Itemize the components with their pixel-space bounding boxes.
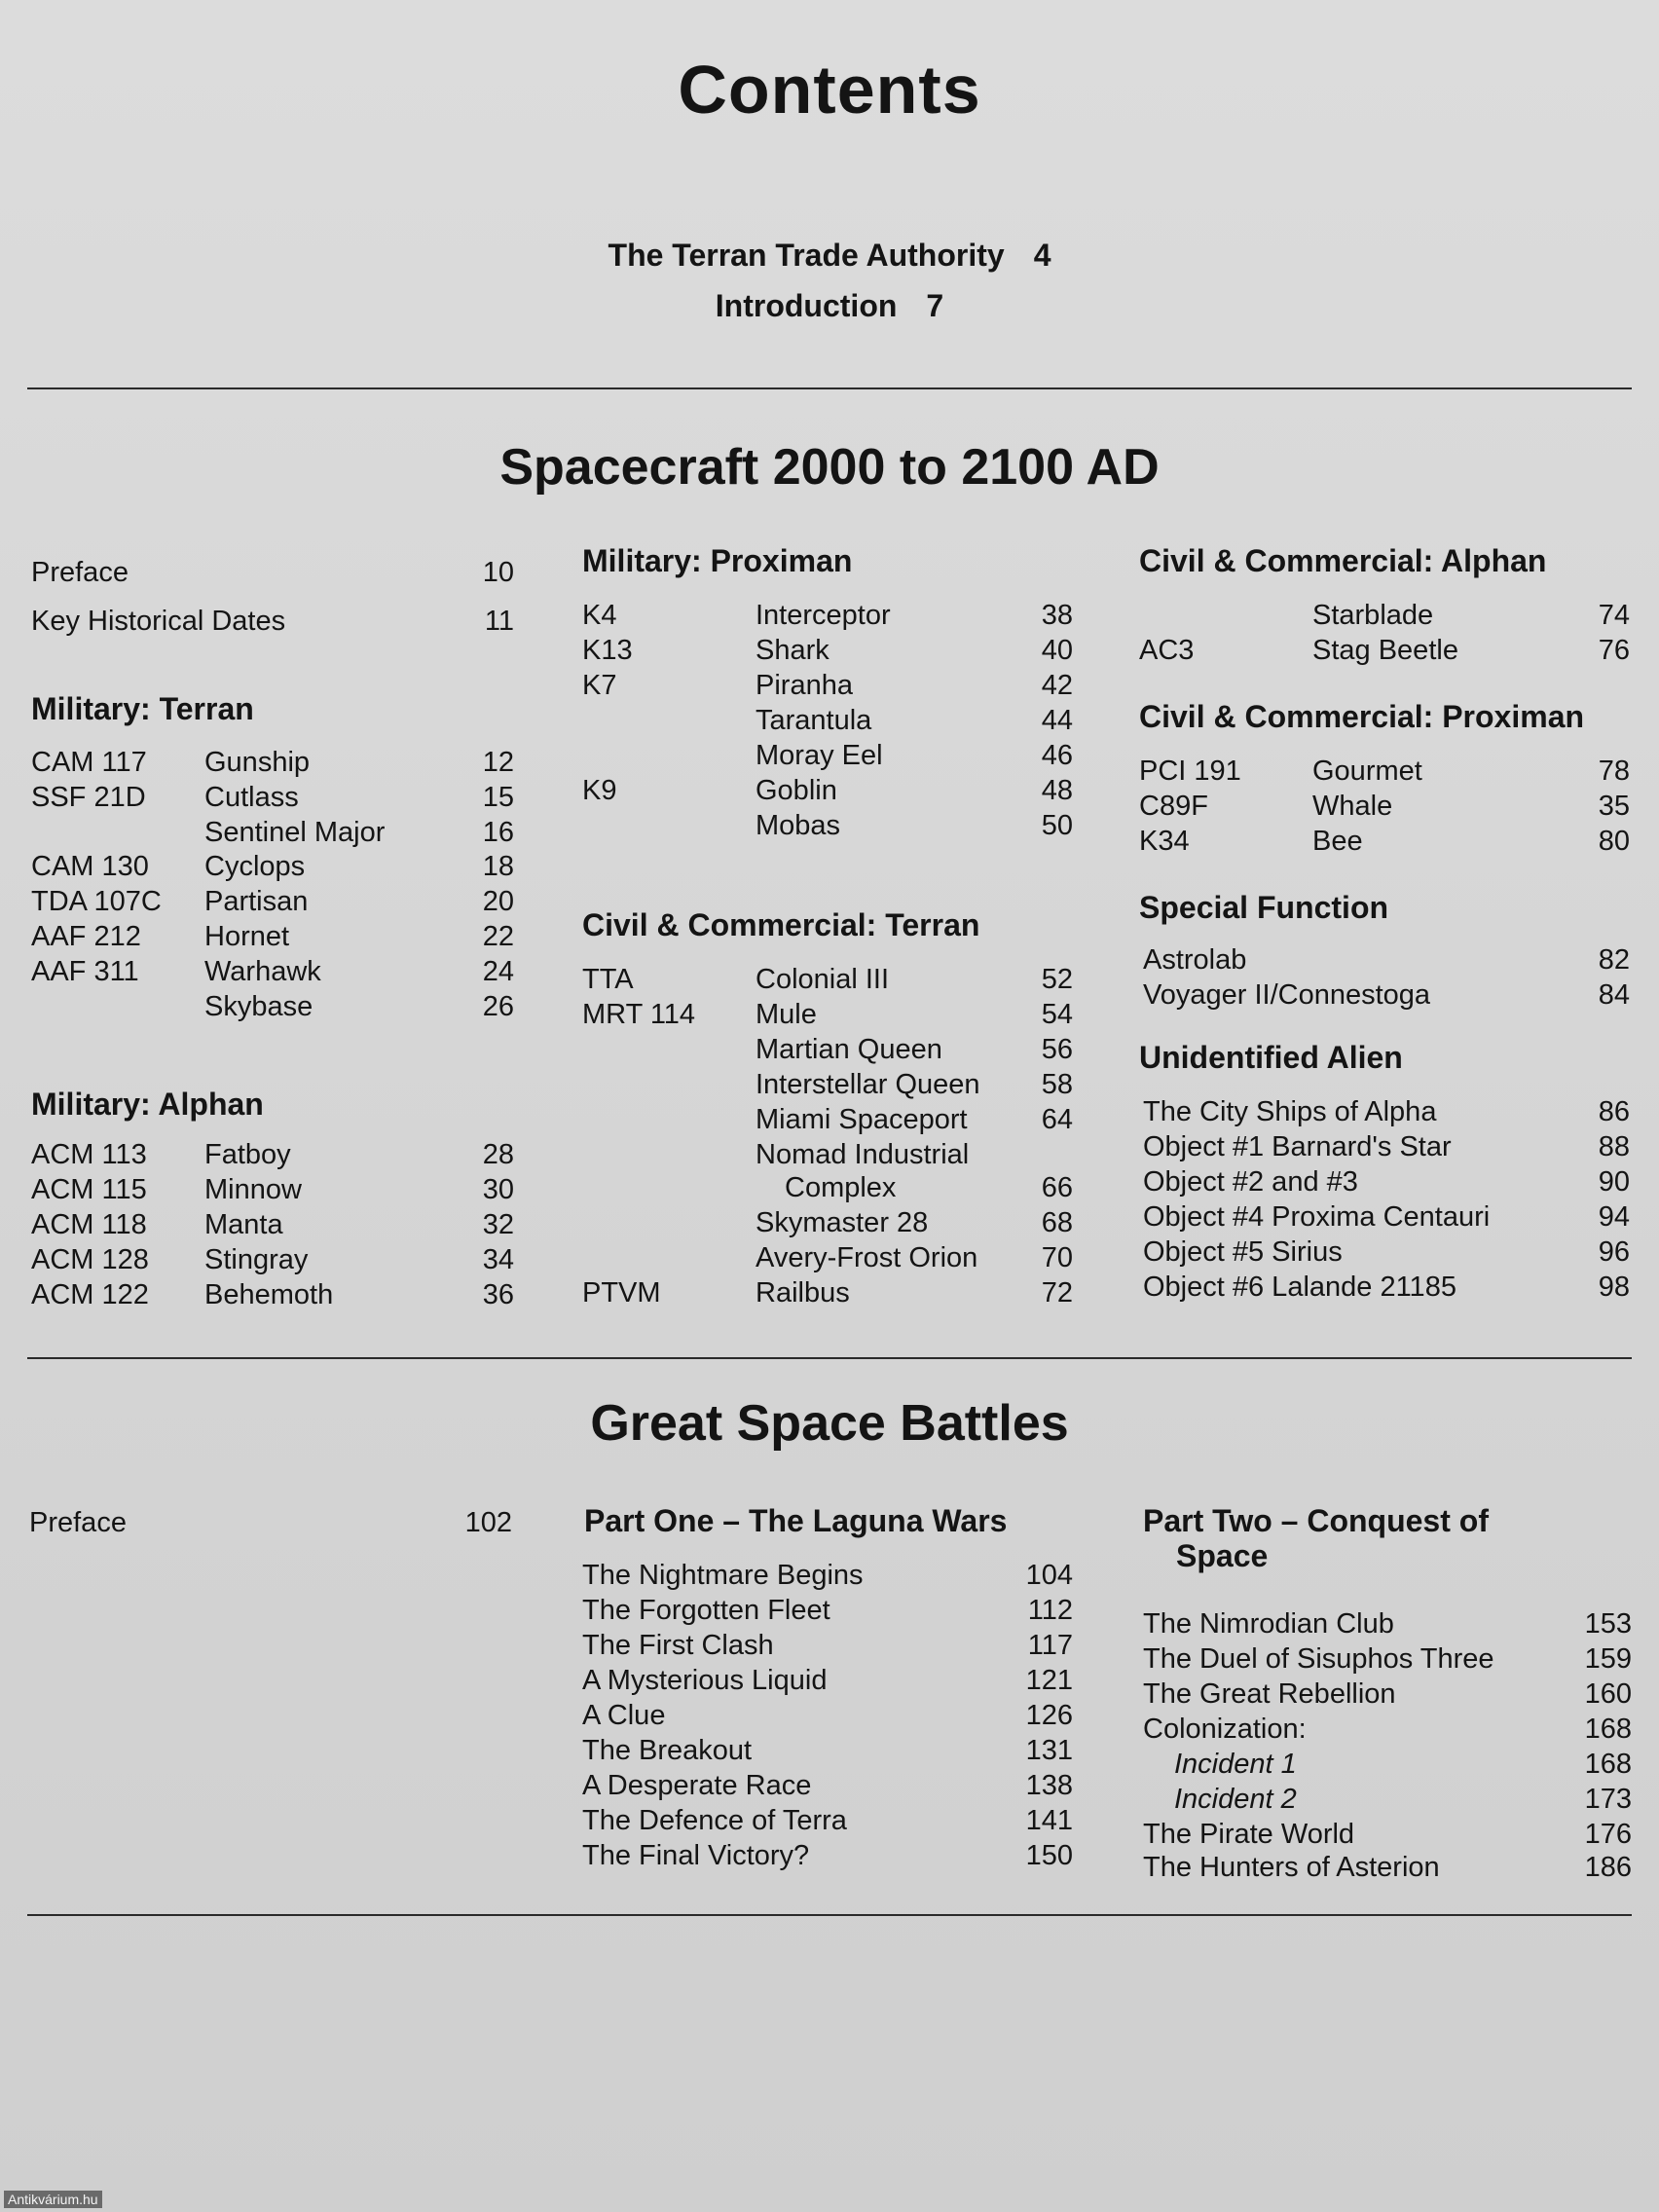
toc-heading: Special Function	[1139, 890, 1389, 925]
toc-entry	[31, 919, 514, 954]
toc-entry-name: The Forgotten Fleet	[582, 1595, 830, 1626]
toc-entry	[1139, 942, 1630, 977]
toc-entry-page: 168	[1584, 1714, 1632, 1745]
toc-entry-page: 58	[1041, 1069, 1073, 1100]
toc-entry-name: Bee	[1312, 826, 1363, 857]
toc-entry-page: 159	[1584, 1643, 1632, 1675]
toc-entry-name: The First Clash	[582, 1630, 774, 1661]
toc-entry-code: CAM 130	[31, 851, 149, 882]
toc-entry	[1139, 1235, 1630, 1270]
toc-entry-page: 32	[482, 1209, 514, 1240]
toc-entry-name: Key Historical Dates	[31, 606, 286, 637]
toc-entry-name: Miami Spaceport	[756, 1104, 968, 1135]
toc-entry-code: K4	[582, 600, 617, 631]
toc-entry	[31, 604, 514, 639]
toc-entry-code: ACM 118	[31, 1209, 147, 1240]
toc-entry-code: SSF 21D	[31, 782, 146, 813]
toc-entry-name: Avery-Frost Orion	[756, 1242, 978, 1273]
toc-entry-name: Mobas	[756, 810, 841, 841]
toc-entry-name: Manta	[204, 1209, 283, 1240]
toc-entry-page: 102	[464, 1507, 512, 1538]
toc-entry	[1143, 1782, 1632, 1817]
toc-entry-name: The Great Rebellion	[1143, 1678, 1396, 1710]
toc-entry-name: Incident 1	[1174, 1749, 1297, 1780]
toc-entry	[582, 1558, 1073, 1593]
toc-entry-name: The Nimrodian Club	[1143, 1608, 1394, 1640]
toc-entry-name: Preface	[29, 1507, 127, 1538]
toc-entry	[582, 1102, 1073, 1137]
toc-entry-page: 16	[482, 817, 514, 848]
toc-entry-name: A Clue	[582, 1700, 666, 1731]
toc-entry-code: C89F	[1139, 791, 1208, 822]
toc-entry-name: Fatboy	[204, 1139, 291, 1170]
toc-entry	[31, 1172, 514, 1207]
toc-entry-name: Sentinel Major	[204, 817, 386, 848]
toc-entry-page: 26	[482, 991, 514, 1022]
toc-entry-page: 64	[1041, 1104, 1073, 1135]
toc-entry-name: Behemoth	[204, 1279, 334, 1310]
toc-entry-code: K7	[582, 670, 617, 701]
front-entry-terran-trade-authority	[0, 238, 1659, 274]
toc-entry-page: 186	[1584, 1852, 1632, 1883]
toc-entry	[1139, 1270, 1630, 1305]
front-entry-page: 4	[1033, 238, 1051, 273]
toc-entry-name: Gourmet	[1312, 756, 1422, 787]
toc-entry-code: K13	[582, 635, 633, 666]
toc-entry-code: ACM 122	[31, 1279, 149, 1310]
toc-entry	[582, 1803, 1073, 1838]
toc-entry-page: 30	[482, 1174, 514, 1205]
toc-entry-code: AC3	[1139, 635, 1195, 666]
toc-entry-code: ACM 128	[31, 1244, 149, 1275]
toc-entry-name: Interstellar Queen	[756, 1069, 980, 1100]
toc-entry-page: 24	[482, 956, 514, 987]
toc-entry	[1139, 1164, 1630, 1199]
toc-entry	[582, 668, 1073, 703]
toc-entry	[31, 1242, 514, 1277]
toc-entry-page: 160	[1584, 1678, 1632, 1710]
toc-entry	[582, 1698, 1073, 1733]
toc-entry	[1143, 1677, 1632, 1712]
toc-entry-name: Partisan	[204, 886, 309, 917]
toc-entry	[582, 598, 1073, 633]
toc-entry-name: Stingray	[204, 1244, 309, 1275]
toc-entry	[582, 1240, 1073, 1275]
toc-entry	[1143, 1817, 1632, 1852]
toc-entry-page: 150	[1025, 1840, 1073, 1871]
toc-entry-page: 15	[482, 782, 514, 813]
toc-heading: Military: Proximan	[582, 543, 853, 578]
toc-entry-page: 173	[1584, 1784, 1632, 1815]
toc-heading: Part Two – Conquest of	[1143, 1503, 1489, 1538]
toc-entry	[31, 1137, 514, 1172]
toc-heading: Civil & Commercial: Alphan	[1139, 543, 1547, 578]
toc-entry-page: 138	[1025, 1770, 1073, 1801]
toc-entry	[582, 1067, 1073, 1102]
toc-entry-name: Stag Beetle	[1312, 635, 1458, 666]
toc-entry-page: 82	[1598, 944, 1630, 976]
toc-entry-name: Astrolab	[1143, 944, 1247, 976]
toc-entry	[1143, 1641, 1632, 1677]
toc-entry-name: Colonial III	[756, 964, 890, 995]
toc-entry-page: 76	[1598, 635, 1630, 666]
section-title-spacecraft: Spacecraft 2000 to 2100 AD	[499, 439, 1160, 496]
toc-entry-code: AAF 212	[31, 921, 141, 952]
toc-entry-name: The Hunters of Asterion	[1143, 1852, 1440, 1883]
toc-entry-page: 48	[1041, 775, 1073, 806]
toc-entry	[31, 989, 514, 1024]
toc-entry	[1139, 1094, 1630, 1129]
toc-entry	[582, 703, 1073, 738]
toc-heading: Space	[1176, 1538, 1269, 1573]
toc-entry-page: 12	[482, 747, 514, 778]
toc-entry	[1139, 598, 1630, 633]
divider	[27, 1357, 1632, 1359]
toc-entry-code: K34	[1139, 826, 1190, 857]
toc-entry-name: A Desperate Race	[582, 1770, 812, 1801]
toc-entry	[31, 1207, 514, 1242]
toc-entry-page: 86	[1598, 1096, 1630, 1127]
toc-entry-code: PCI 191	[1139, 756, 1241, 787]
toc-entry	[582, 1137, 1073, 1172]
toc-entry-name: Tarantula	[756, 705, 872, 736]
toc-entry-code: PTVM	[582, 1277, 661, 1309]
toc-entry-page: 68	[1041, 1207, 1073, 1238]
section-title-battles: Great Space Battles	[590, 1395, 1069, 1452]
toc-entry-name: The City Ships of Alpha	[1143, 1096, 1437, 1127]
toc-entry	[31, 555, 514, 590]
watermark-credit: Antikvárium.hu	[4, 2191, 102, 2208]
toc-entry-page: 18	[482, 851, 514, 882]
toc-heading: Military: Terran	[31, 691, 254, 726]
toc-entry-name: Piranha	[756, 670, 853, 701]
toc-entry	[582, 962, 1073, 997]
toc-entry	[582, 773, 1073, 808]
toc-entry-name: The Pirate World	[1143, 1819, 1355, 1850]
toc-entry	[582, 1838, 1073, 1873]
toc-entry-page: 74	[1598, 600, 1630, 631]
toc-entry-name: Object #5 Sirius	[1143, 1236, 1343, 1268]
toc-entry-name: Moray Eel	[756, 740, 883, 771]
toc-entry	[31, 780, 514, 815]
toc-entry-page: 42	[1041, 670, 1073, 701]
toc-entry-code: ACM 113	[31, 1139, 147, 1170]
toc-entry	[582, 1663, 1073, 1698]
toc-entry-page: 126	[1025, 1700, 1073, 1731]
toc-entry-name: Object #2 and #3	[1143, 1166, 1358, 1198]
toc-entry-page: 66	[1041, 1172, 1073, 1203]
toc-entry-page: 10	[482, 557, 514, 588]
toc-entry-page: 50	[1041, 810, 1073, 841]
toc-entry-page: 84	[1598, 979, 1630, 1011]
toc-entry	[1143, 1850, 1632, 1885]
toc-entry-page: 20	[482, 886, 514, 917]
toc-entry	[582, 1170, 1073, 1205]
toc-entry-name: Complex	[785, 1172, 897, 1203]
toc-entry-page: 70	[1041, 1242, 1073, 1273]
toc-entry-name: Whale	[1312, 791, 1393, 822]
toc-entry-name: The Final Victory?	[582, 1840, 810, 1871]
toc-entry-page: 131	[1025, 1735, 1073, 1766]
toc-entry	[582, 1205, 1073, 1240]
toc-entry-name: Starblade	[1312, 600, 1434, 631]
toc-entry-page: 52	[1041, 964, 1073, 995]
toc-entry-page: 153	[1584, 1608, 1632, 1640]
toc-entry-name: Mule	[756, 999, 817, 1030]
toc-entry-name: Shark	[756, 635, 830, 666]
toc-entry-page: 121	[1025, 1665, 1073, 1696]
toc-entry-page: 28	[482, 1139, 514, 1170]
toc-entry-name: Gunship	[204, 747, 311, 778]
toc-entry	[31, 849, 514, 884]
toc-entry	[582, 1628, 1073, 1663]
toc-entry-page: 80	[1598, 826, 1630, 857]
toc-entry-name: Preface	[31, 557, 129, 588]
toc-entry-page: 168	[1584, 1749, 1632, 1780]
toc-entry-page: 34	[482, 1244, 514, 1275]
toc-entry-page: 90	[1598, 1166, 1630, 1198]
toc-entry	[1139, 789, 1630, 824]
toc-entry	[1139, 1129, 1630, 1164]
toc-entry-code: K9	[582, 775, 617, 806]
toc-heading: Unidentified Alien	[1139, 1040, 1403, 1075]
toc-entry-name: Minnow	[204, 1174, 302, 1205]
toc-entry	[582, 1768, 1073, 1803]
toc-heading: Civil & Commercial: Terran	[582, 907, 980, 942]
toc-entry-page: 46	[1041, 740, 1073, 771]
toc-entry-page: 94	[1598, 1201, 1630, 1233]
toc-entry-page: 72	[1041, 1277, 1073, 1309]
toc-entry-name: Nomad Industrial	[756, 1139, 970, 1170]
toc-entry-page: 22	[482, 921, 514, 952]
toc-heading: Military: Alphan	[31, 1087, 264, 1122]
toc-entry	[31, 1277, 514, 1312]
toc-entry-page: 38	[1041, 600, 1073, 631]
toc-entry-name: Voyager II/Connestoga	[1143, 979, 1431, 1011]
toc-entry	[1143, 1747, 1632, 1782]
toc-entry-page: 141	[1025, 1805, 1073, 1836]
toc-entry-name: Skymaster 28	[756, 1207, 929, 1238]
toc-entry-name: Hornet	[204, 921, 290, 952]
toc-entry-code: ACM 115	[31, 1174, 147, 1205]
toc-entry-code: CAM 117	[31, 747, 147, 778]
toc-entry-name: The Defence of Terra	[582, 1805, 847, 1836]
toc-entry	[31, 884, 514, 919]
toc-entry-page: 96	[1598, 1236, 1630, 1268]
toc-entry	[582, 738, 1073, 773]
toc-entry-name: Warhawk	[204, 956, 321, 987]
toc-entry	[582, 1275, 1073, 1310]
toc-entry-name: Object #6 Lalande 21185	[1143, 1272, 1456, 1303]
toc-entry	[582, 1593, 1073, 1628]
toc-entry-page: 44	[1041, 705, 1073, 736]
toc-entry	[1139, 633, 1630, 668]
toc-entry	[1139, 977, 1630, 1013]
front-entry-page: 7	[926, 288, 944, 323]
toc-entry-name: Object #1 Barnard's Star	[1143, 1131, 1452, 1162]
toc-entry-page: 176	[1584, 1819, 1632, 1850]
toc-entry	[31, 745, 514, 780]
front-entry-title: The Terran Trade Authority	[608, 238, 1005, 273]
toc-entry	[31, 954, 514, 989]
toc-entry-page: 35	[1598, 791, 1630, 822]
toc-entry	[582, 633, 1073, 668]
toc-entry-page: 104	[1025, 1560, 1073, 1591]
page-title: Contents	[678, 52, 981, 128]
toc-entry-name: The Duel of Sisuphos Three	[1143, 1643, 1494, 1675]
toc-entry-name: Goblin	[756, 775, 837, 806]
toc-entry	[582, 808, 1073, 843]
toc-entry-name: Cutlass	[204, 782, 299, 813]
toc-entry-name: The Nightmare Begins	[582, 1560, 864, 1591]
toc-entry	[1143, 1712, 1632, 1747]
toc-entry-code: MRT 114	[582, 999, 696, 1030]
toc-entry-code: AAF 311	[31, 956, 139, 987]
toc-heading: Part One – The Laguna Wars	[584, 1503, 1008, 1538]
toc-entry-page: 40	[1041, 635, 1073, 666]
toc-entry	[1139, 754, 1630, 789]
toc-entry	[1143, 1606, 1632, 1641]
toc-entry-name: Martian Queen	[756, 1034, 942, 1065]
toc-entry-page: 117	[1027, 1630, 1073, 1661]
toc-entry-name: Incident 2	[1174, 1784, 1297, 1815]
toc-entry-page: 78	[1598, 756, 1630, 787]
toc-entry-page: 56	[1041, 1034, 1073, 1065]
toc-entry	[582, 997, 1073, 1032]
toc-entry	[29, 1505, 512, 1540]
toc-entry-name: Skybase	[204, 991, 313, 1022]
toc-entry-page: 112	[1027, 1595, 1073, 1626]
toc-entry-page: 98	[1598, 1272, 1630, 1303]
toc-entry-page: 54	[1041, 999, 1073, 1030]
toc-entry-page: 36	[482, 1279, 514, 1310]
toc-entry	[582, 1733, 1073, 1768]
toc-entry-name: Object #4 Proxima Centauri	[1143, 1201, 1491, 1233]
toc-entry	[582, 1032, 1073, 1067]
front-entry-introduction	[0, 288, 1659, 324]
toc-entry-page: 11	[484, 606, 514, 637]
toc-entry-name: Colonization:	[1143, 1714, 1307, 1745]
toc-heading: Civil & Commercial: Proximan	[1139, 699, 1585, 734]
toc-entry-name: The Breakout	[582, 1735, 753, 1766]
toc-entry-name: Interceptor	[756, 600, 891, 631]
toc-entry-page: 88	[1598, 1131, 1630, 1162]
toc-entry-name: Cyclops	[204, 851, 306, 882]
toc-entry-code: TTA	[582, 964, 634, 995]
toc-entry-code: TDA 107C	[31, 886, 162, 917]
divider	[27, 1914, 1632, 1916]
toc-entry	[31, 815, 514, 850]
front-entry-title: Introduction	[715, 288, 898, 323]
divider	[27, 387, 1632, 389]
toc-entry-name: A Mysterious Liquid	[582, 1665, 828, 1696]
toc-entry	[1139, 1199, 1630, 1235]
toc-entry-name: Railbus	[756, 1277, 850, 1309]
toc-entry	[1139, 824, 1630, 859]
